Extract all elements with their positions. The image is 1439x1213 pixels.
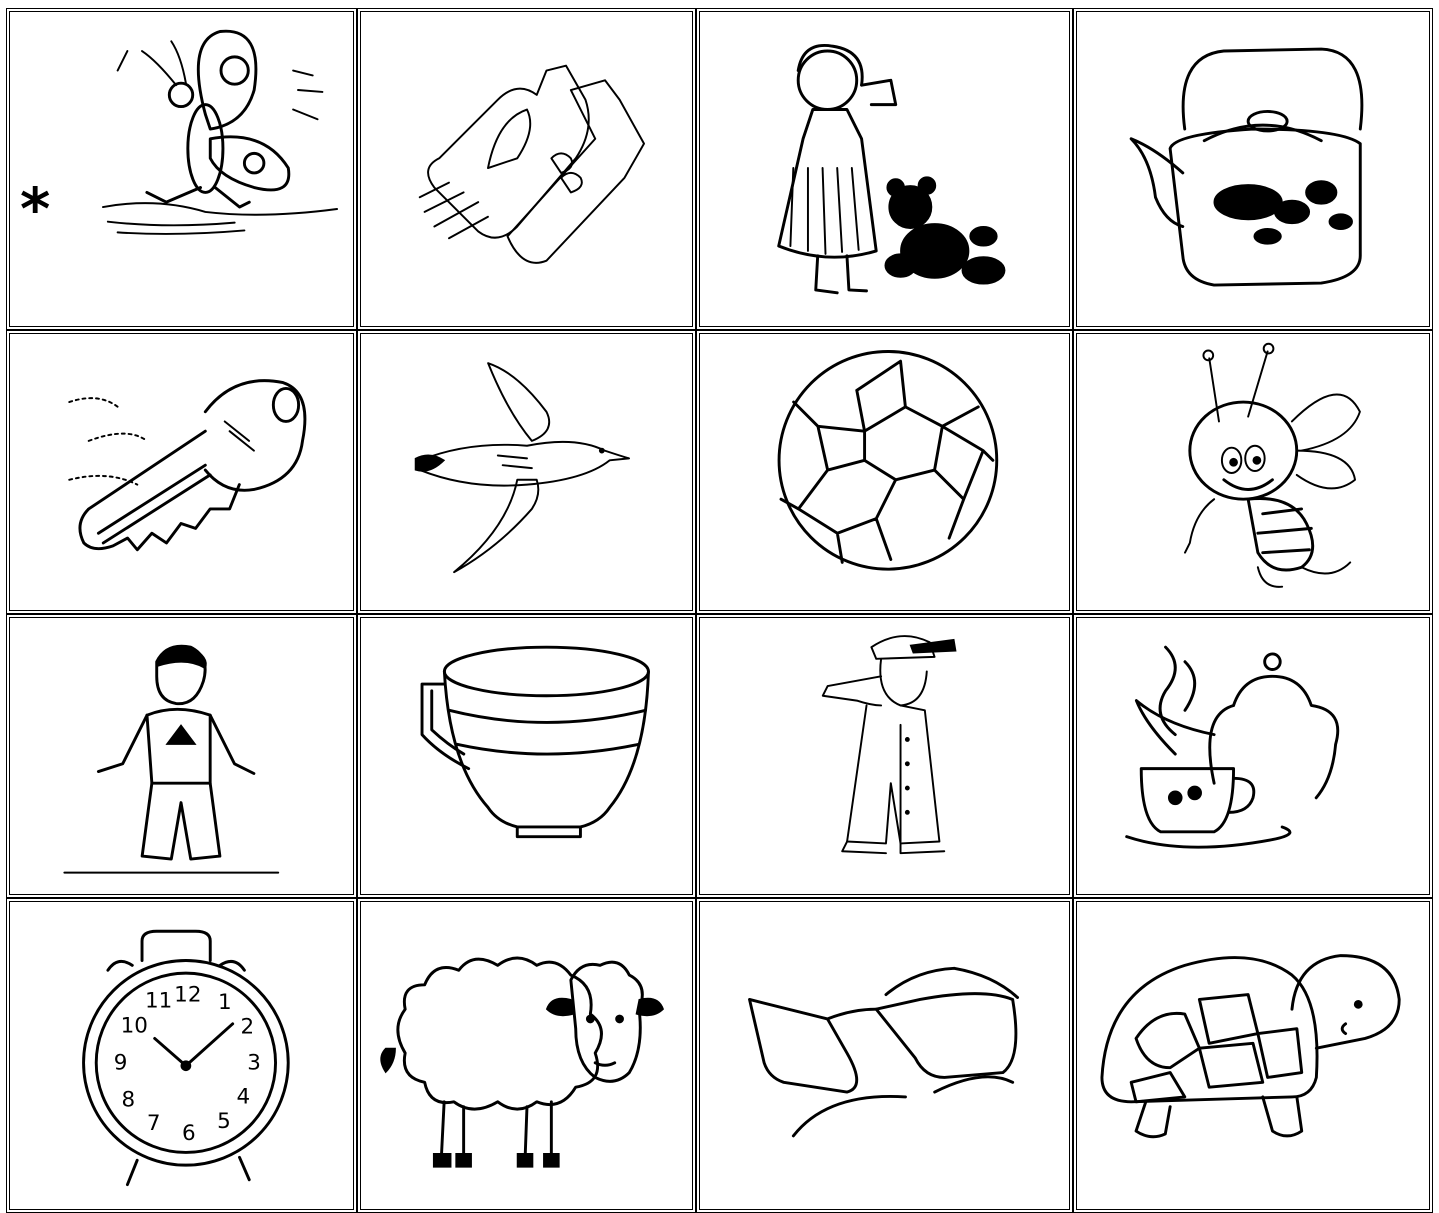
card-girl-with-teddy xyxy=(696,8,1073,330)
gloves-icon xyxy=(361,12,692,326)
card-cup xyxy=(357,614,696,898)
kettle-icon xyxy=(1077,12,1429,326)
card-bee xyxy=(1073,330,1433,614)
card-glasses xyxy=(696,898,1073,1213)
seagull-icon xyxy=(361,334,692,610)
card-soccer-ball xyxy=(696,330,1073,614)
clock-number-1: 1 xyxy=(218,990,232,1016)
cup-icon xyxy=(361,618,692,894)
turtle-icon xyxy=(1077,902,1429,1209)
clock-number-10: 10 xyxy=(120,1013,148,1039)
soccer-ball-icon xyxy=(700,334,1069,610)
clock-number-12: 12 xyxy=(174,982,202,1008)
card-key xyxy=(6,330,357,614)
sailor-saluting-icon xyxy=(700,618,1069,894)
card-sailor xyxy=(696,614,1073,898)
boy-icon xyxy=(10,618,353,894)
clock-number-11: 11 xyxy=(144,988,173,1014)
clock-number-4: 4 xyxy=(236,1084,251,1110)
sheep-icon xyxy=(361,902,692,1209)
card-kettle xyxy=(1073,8,1433,330)
butterfly-icon xyxy=(10,12,353,326)
card-turtle xyxy=(1073,898,1433,1213)
clock-number-8: 8 xyxy=(121,1087,136,1113)
clock-number-3: 3 xyxy=(247,1050,261,1076)
asterisk-marker: * xyxy=(20,175,51,243)
alarm-clock-icon xyxy=(10,902,353,1209)
clock-number-7: 7 xyxy=(146,1111,161,1137)
card-butterfly xyxy=(6,8,357,330)
clock-number-6: 6 xyxy=(181,1120,196,1146)
card-boy xyxy=(6,614,357,898)
card-gloves xyxy=(357,8,696,330)
card-teapot-and-cup xyxy=(1073,614,1433,898)
card-seagull xyxy=(357,330,696,614)
card-alarm-clock xyxy=(6,898,357,1213)
key-icon xyxy=(10,334,353,610)
girl-with-teddy-bear-icon xyxy=(700,12,1069,326)
clock-number-9: 9 xyxy=(113,1050,128,1076)
clock-number-2: 2 xyxy=(240,1014,255,1040)
card-sheep xyxy=(357,898,696,1213)
bee-icon xyxy=(1077,334,1429,610)
glasses-icon xyxy=(700,902,1069,1209)
teapot-and-cup-icon xyxy=(1077,618,1429,894)
clock-number-5: 5 xyxy=(217,1109,231,1135)
